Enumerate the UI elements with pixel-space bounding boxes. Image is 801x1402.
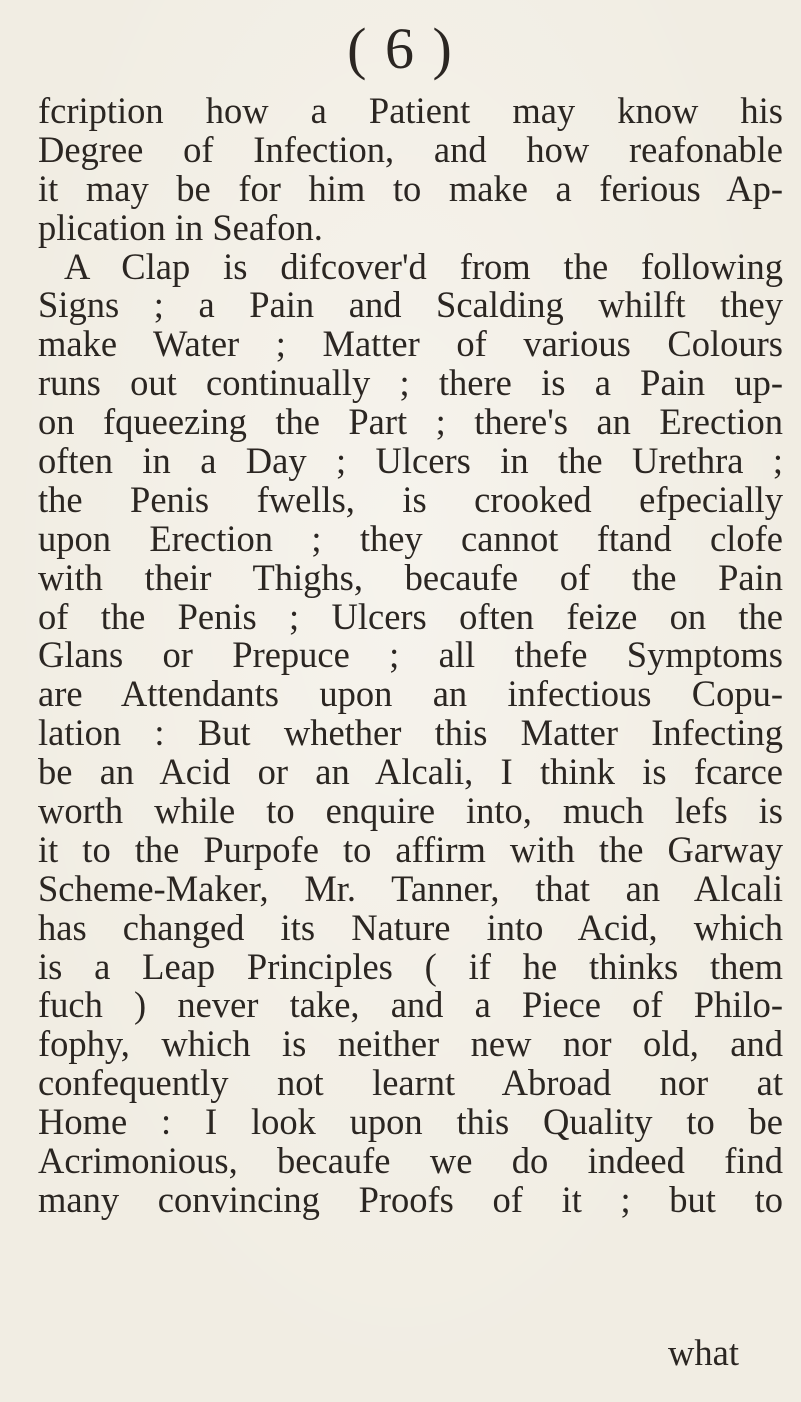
text-line: make Water ; Matter of various Colours [38,323,783,365]
text-line: Signs ; a Pain and Scalding whilft they [38,284,783,326]
text-line: of the Penis ; Ulcers often feize on the [38,595,783,637]
text-line: it may be for him to make a ferious Ap- [38,167,783,209]
text-line: has changed its Nature into Acid, which [38,906,783,948]
text-line: Acrimonious, becaufe we do indeed find [38,1140,783,1182]
catchword: what [668,1332,739,1373]
text-line: worth while to enquire into, much lefs is [38,790,783,832]
text-line: Scheme-Maker, Mr. Tanner, that an Alcali [38,867,783,909]
text-line: on fqueezing the Part ; there's an Erection [38,401,783,443]
body-text [38,92,783,1220]
text-line: the Penis fwells, is crooked efpecially [38,478,783,520]
text-line: confequently not learnt Abroad nor at [38,1062,783,1104]
text-line: upon Erection ; they cannot ftand clofe [38,517,783,559]
text-line: Home : I look upon this Quality to be [38,1101,783,1143]
text-line: fophy, which is neither new nor old, and [38,1023,783,1065]
text-line: is a Leap Principles ( if he thinks them [38,945,783,987]
text-line: Glans or Prepuce ; all thefe Symptoms [38,634,783,676]
text-line: are Attendants upon an infectious Copu- [38,673,783,715]
text-line: fuch ) never take, and a Piece of Philo- [38,984,783,1026]
text-line: be an Acid or an Alcali, I think is fcarce [38,751,783,793]
text-line: plication in Seafon. [38,206,323,248]
text-line: with their Thighs, becaufe of the Pain [38,556,783,598]
text-line: it to the Purpofe to affirm with the Garway [38,828,783,870]
text-line: many convincing Proofs of it ; but to [38,1178,783,1220]
text-line: Degree of Infection, and how reafonable [38,128,783,170]
text-line: runs out continually ; there is a Pain up- [38,362,783,404]
page-number: ( 6 ) [347,16,454,81]
text-line: lation : But whether this Matter Infecting [38,712,783,754]
text-line: often in a Day ; Ulcers in the Urethra ; [38,440,783,482]
text-line: A Clap is difcover'd from the following [64,245,783,287]
text-line: fcription how a Patient may know his [38,90,783,131]
